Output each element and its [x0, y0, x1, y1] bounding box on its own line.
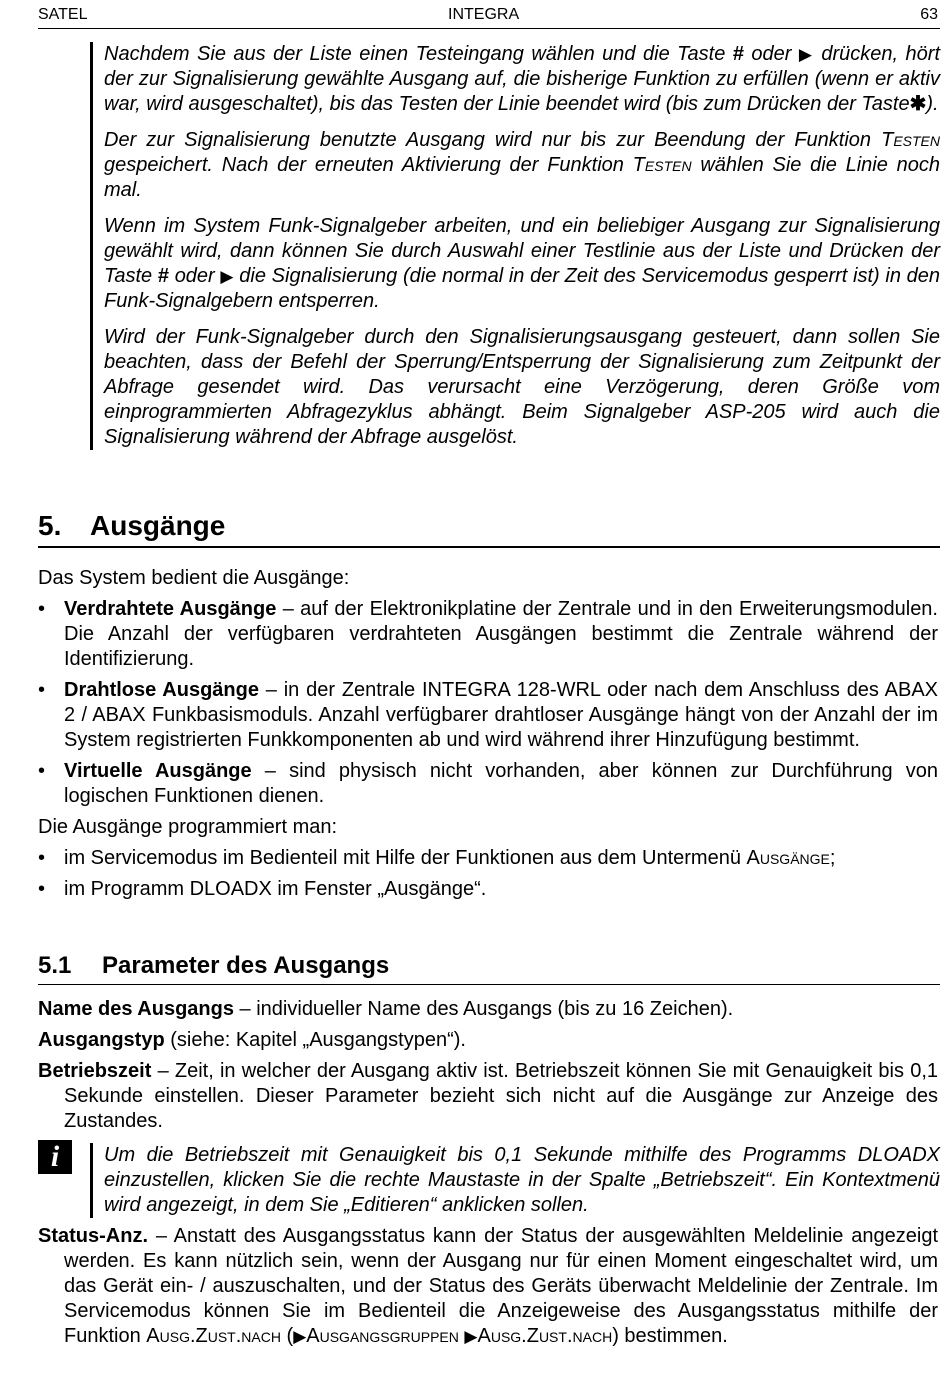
definition: ) bestimmen. — [612, 1325, 728, 1347]
note-block — [90, 42, 940, 450]
subsection-heading — [38, 950, 940, 985]
output-types-list — [38, 597, 938, 809]
list-text: ; — [829, 847, 836, 869]
term: Name des Ausgangs — [38, 998, 234, 1020]
term: Verdrahtete Ausgänge — [64, 598, 277, 620]
definition: – Anstatt des Ausgangsstatus kann der Status der ausgewählten Meldelinie angezeigt werden. Es kann nützlich sein, wenn der Ausgang nur für einen Moment eingeschaltet wird, um das Gerät ein- / auszuschalten, und der Status des Geräts überwacht Meldelinie der Zentrale. Im Servicemodus können Sie im Bedienteil die Anzeigeweise des Ausgangsstatus mithilfe der Funktion — [64, 1225, 938, 1347]
bullet: • — [38, 878, 46, 900]
definition: (siehe: Kapitel „Ausgangstypen“). — [164, 1029, 466, 1051]
definition: – in der Zentrale INTEGRA 128-WRL oder nach dem Anschluss des ABAX 2 / ABAX Funkbasismoduls. Anzahl verfügbarer drahtloser Ausgänge hängt von der Anzahl der im System registrierten Funkkomponenten ab und wird während ihrer Hinzufügung bestimmt. — [64, 679, 938, 751]
note-text: Der zur Signalisierung benutzte Ausgang wird nur bis zur Beendung der Funktion — [104, 129, 872, 151]
note-text: oder — [751, 43, 792, 65]
info-note — [90, 1143, 940, 1218]
note-paragraph-3 — [104, 214, 940, 314]
definition: – sind physisch nicht vorhanden, aber können zur Durchführung von logischen Funktionen dienen. — [64, 760, 938, 807]
arrow-right-key-icon: ▶ — [220, 267, 234, 286]
note-text: gespeichert. Nach der erneuten Aktivierung der Funktion — [104, 154, 624, 176]
page-number: 63 — [920, 6, 938, 23]
function-name: Ausgangsgruppen — [306, 1325, 459, 1347]
note-text: wählen Sie die Linie noch mal. — [104, 154, 940, 201]
bullet: • — [38, 598, 46, 620]
note-text: die Signalisierung (die normal in der Zeit des Servicemodus gesperrt ist) in den Funk-Signalgebern entsperren. — [104, 265, 941, 312]
info-note-text: Um die Betriebszeit mit Genauigkeit bis 0,1 Sekunde mithilfe des Programms DLOADX einzustellen, klicken Sie die rechte Maustaste in der Spalte „Betriebszeit“. Ein Kontextmenü wird angezeigt, in dem Sie „Editieren“ anklicken sollen. — [104, 1144, 940, 1216]
section-heading — [38, 508, 940, 548]
parameter-status-text — [38, 1224, 938, 1349]
list-item — [38, 678, 938, 753]
term: Ausgangstyp — [38, 1029, 165, 1051]
programming-intro: Die Ausgänge programmiert man: — [38, 816, 338, 838]
subsection-title: Parameter des Ausgangs — [102, 952, 390, 979]
page-header — [38, 6, 940, 29]
list-item — [38, 759, 938, 809]
note-text: Nachdem Sie aus der Liste einen Testeingang wählen und die Taste — [104, 43, 726, 65]
list-text: im Servicemodus im Bedienteil mit Hilfe der Funktionen aus dem Untermenü — [64, 847, 741, 869]
function-name: Testen — [632, 154, 692, 176]
definition: – individueller Name des Ausgangs (bis zu 16 Zeichen). — [234, 998, 734, 1020]
bullet: • — [38, 679, 46, 701]
subsection-number: 5.1 — [38, 952, 72, 979]
list-item — [38, 877, 938, 902]
parameter-list — [38, 997, 938, 1140]
note-paragraph-2 — [104, 128, 940, 203]
parameter-status — [38, 1224, 938, 1355]
header-brand: SATEL — [38, 6, 88, 23]
definition: ( — [280, 1325, 294, 1347]
function-name: Ausg.Zust.nach — [146, 1325, 281, 1347]
intro-text: Das System bedient die Ausgänge: — [38, 567, 350, 589]
arrow-right-key-icon: ▶ — [293, 1327, 307, 1346]
hash-key-icon: # — [732, 43, 744, 65]
parameter-time — [38, 1059, 938, 1134]
section-body — [38, 566, 938, 908]
hash-key-icon: # — [157, 265, 169, 287]
note-text: Wenn im System Funk-Signalgeber arbeiten, und ein beliebiger Ausgang zur Signalisierung gewählt wird, dann können Sie durch Auswahl einer Testlinie aus der Liste und Drücken der Taste — [104, 215, 940, 287]
bullet: • — [38, 847, 46, 869]
bullet: • — [38, 760, 46, 782]
programming-list — [38, 846, 938, 902]
header-product: INTEGRA — [448, 6, 520, 23]
note-text: oder — [174, 265, 215, 287]
term: Virtuelle Ausgänge — [64, 760, 252, 782]
parameter-name — [38, 997, 938, 1022]
note-text: drücken, hört der zur Signalisierung gewählte Ausgang auf, die bisherige Funktion zu erfüllen (wenn er aktiv war, wird ausgeschaltet), bis das Testen der Linie beendet wird (bis zum Drücken der Taste — [104, 43, 940, 115]
star-key-icon: ✱ — [909, 93, 927, 115]
note-paragraph-4: Wird der Funk-Signalgeber durch den Signalisierungsausgang gesteuert, dann sollen Sie beachten, dass der Befehl der Sperrung/Entsperrung der Signalisierung zum Zeitpunkt der Abfrage gesendet wird. Das verursacht eine Verzögerung, deren Größe vom einprogrammierten Abfragezyklus abhängt. Beim Signalgeber ASP-205 wird auch die Signalisierung während der Abfrage ausgelöst. — [104, 326, 940, 448]
menu-name: Ausgänge — [746, 847, 830, 869]
note-paragraph-1 — [104, 42, 940, 117]
definition: – auf der Elektronikplatine der Zentrale und in den Erweiterungsmodulen. Die Anzahl der verfügbaren verdrahteten Ausgängen bestimmt die Zentrale während der Identifizierung. — [64, 598, 938, 670]
parameter-type — [38, 1028, 938, 1053]
term: Status-Anz. — [38, 1225, 148, 1247]
term: Betriebszeit — [38, 1060, 152, 1082]
term: Drahtlose Ausgänge — [64, 679, 259, 701]
arrow-right-key-icon: ▶ — [464, 1327, 478, 1346]
section-number: 5. — [38, 510, 62, 541]
list-text: im Programm DLOADX im Fenster „Ausgänge“. — [64, 878, 487, 900]
section-title: Ausgänge — [90, 510, 226, 541]
note-text: ). — [926, 93, 939, 115]
function-name: Ausg.Zust.nach — [477, 1325, 613, 1347]
info-icon: i — [38, 1140, 72, 1174]
arrow-right-key-icon: ▶ — [798, 45, 814, 64]
list-item — [38, 846, 938, 871]
function-name: Testen — [881, 129, 941, 151]
definition: – Zeit, in welcher der Ausgang aktiv ist. Betriebszeit können Sie mit Genauigkeit bis 0,1 Sekunde einstellen. Dieser Parameter bezieht sich nicht auf die Ausgänge zur Anzeige des Zustandes. — [64, 1060, 938, 1132]
list-item — [38, 597, 938, 672]
